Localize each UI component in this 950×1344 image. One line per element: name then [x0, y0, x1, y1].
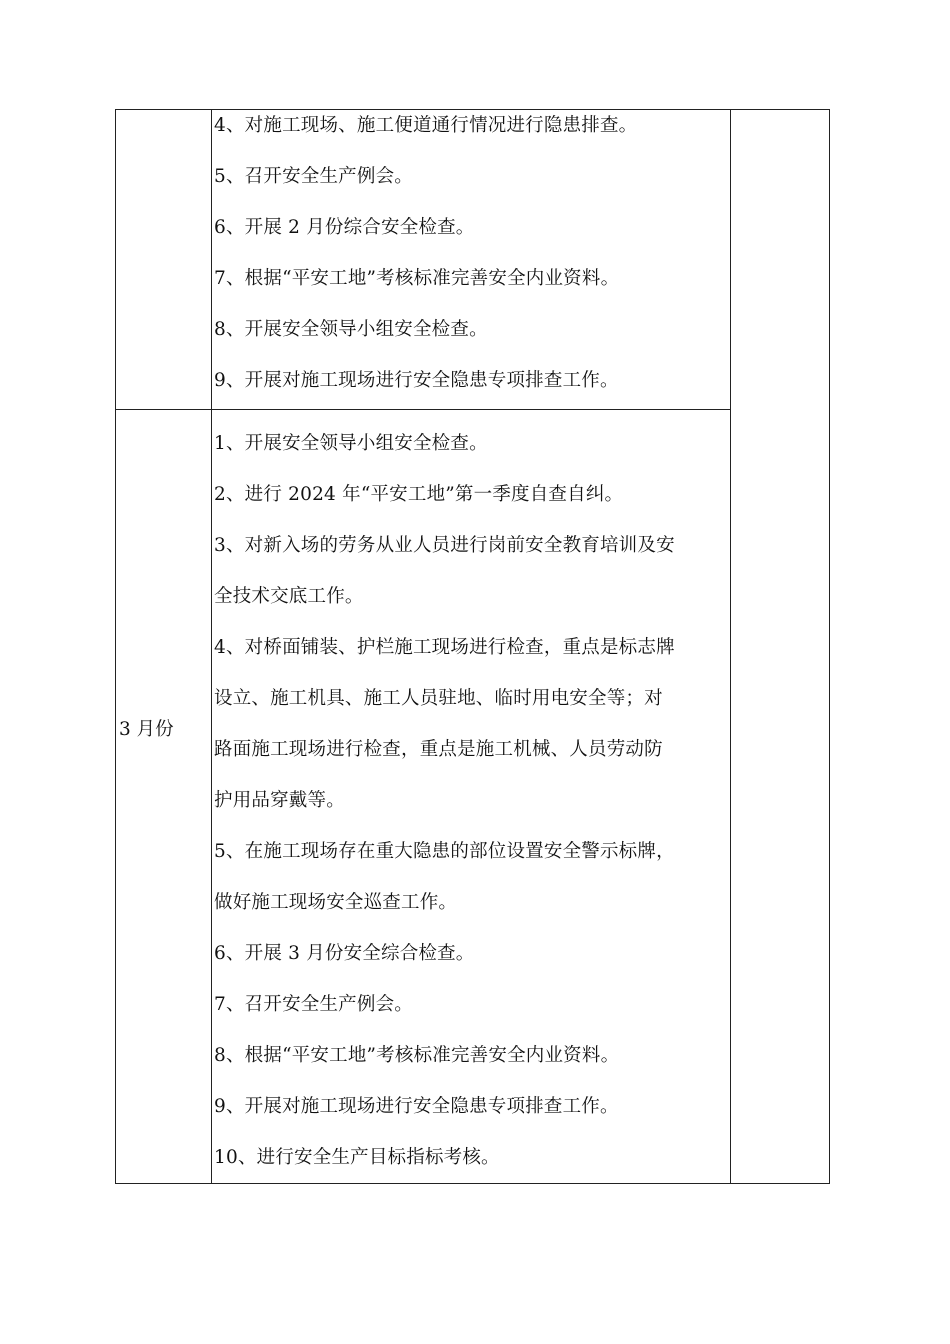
task-line: 路面施工现场进行检查，重点是施工机械、人员劳动防: [214, 739, 663, 760]
task-line: 4、对施工现场、施工便道通行情况进行隐患排查。: [214, 115, 638, 136]
task-line: 7、召开安全生产例会。: [214, 994, 413, 1015]
month-cell: [116, 110, 212, 410]
task-line: 9、开展对施工现场进行安全隐患专项排查工作。: [214, 370, 619, 391]
task-line: 3、对新入场的劳务从业人员进行岗前安全教育培训及安: [214, 535, 675, 556]
task-line: 2、进行 2024 年“平安工地”第一季度自查自纠。: [214, 484, 624, 505]
task-line: 8、根据“平安工地”考核标准完善安全内业资料。: [214, 1045, 620, 1066]
month-cell: [116, 410, 212, 1184]
task-line: 7、根据“平安工地”考核标准完善安全内业资料。: [214, 268, 620, 289]
task-line: 护用品穿戴等。: [214, 790, 345, 811]
table-row: [116, 410, 830, 1184]
task-cell: [212, 410, 731, 1184]
month-label: 3 月份: [119, 718, 174, 740]
task-line: 全技术交底工作。: [214, 586, 364, 607]
task-list: [212, 418, 730, 1183]
task-line: 6、开展 3 月份安全综合检查。: [214, 943, 475, 964]
task-list: [212, 100, 730, 406]
task-line: 5、召开安全生产例会。: [214, 166, 413, 187]
task-cell: [212, 110, 731, 410]
task-line: 设立、施工机具、施工人员驻地、临时用电安全等；对: [214, 688, 663, 709]
task-line: 10、进行安全生产目标指标考核。: [214, 1147, 500, 1168]
task-line: 6、开展 2 月份综合安全检查。: [214, 217, 475, 238]
task-line: 1、开展安全领导小组安全检查。: [214, 433, 488, 454]
task-line: 9、开展对施工现场进行安全隐患专项排查工作。: [214, 1096, 619, 1117]
remark-cell: [731, 110, 830, 1184]
table-row: [116, 110, 830, 410]
safety-plan-table: [115, 109, 830, 1184]
task-line: 5、在施工现场存在重大隐患的部位设置安全警示标牌，: [214, 841, 675, 862]
task-line: 8、开展安全领导小组安全检查。: [214, 319, 488, 340]
task-line: 做好施工现场安全巡查工作。: [214, 892, 458, 913]
task-line: 4、对桥面铺装、护栏施工现场进行检查，重点是标志牌: [214, 637, 675, 658]
